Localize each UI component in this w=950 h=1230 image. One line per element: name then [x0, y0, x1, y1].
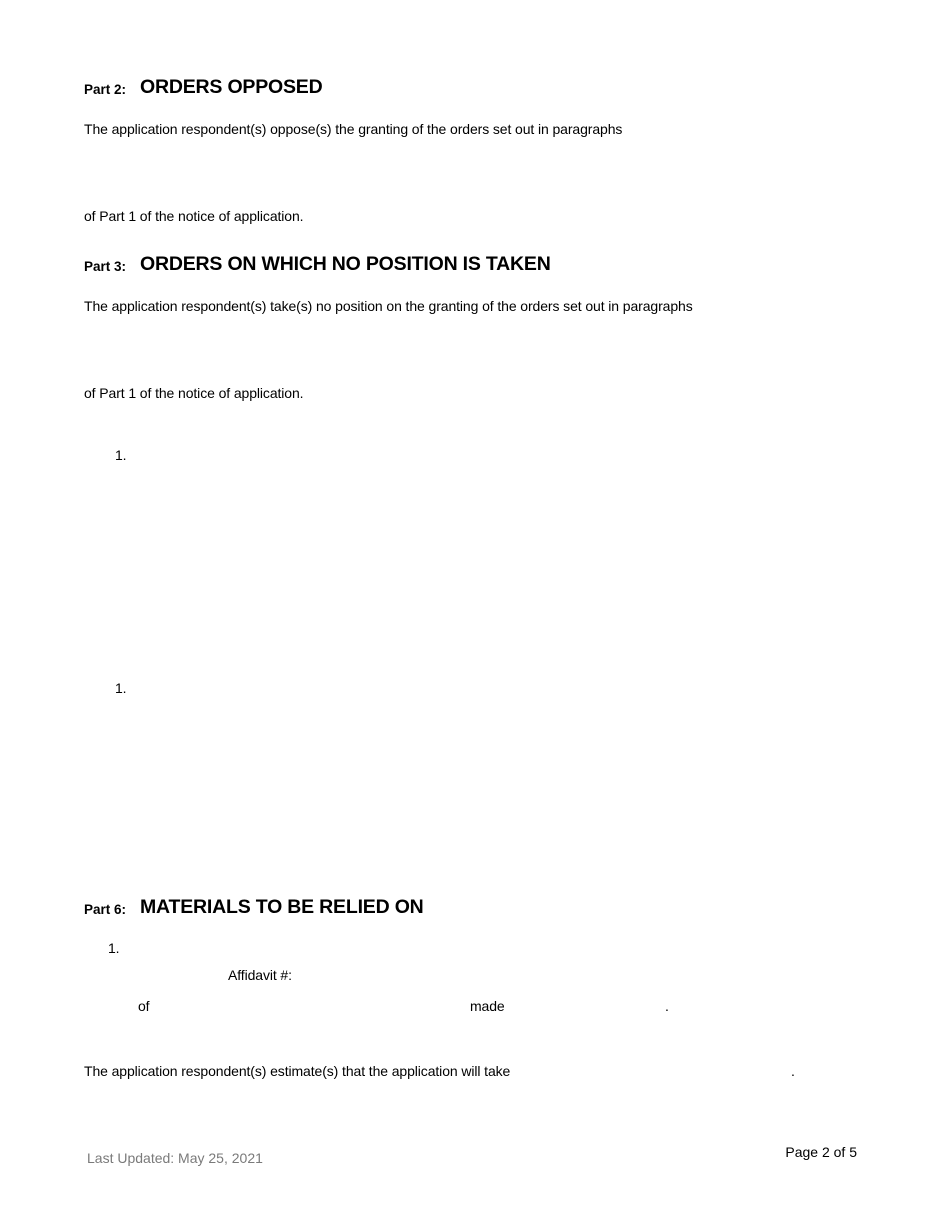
part6-label: Part 6:: [84, 902, 127, 917]
part2-text: The application respondent(s) oppose(s) the granting of the orders set out in paragraphs: [84, 121, 623, 137]
part2-title: ORDERS OPPOSED: [140, 76, 323, 98]
affidavit-made-label: made: [470, 998, 505, 1014]
part6-title: MATERIALS TO BE RELIED ON: [140, 896, 424, 918]
affidavit-number-label: Affidavit #:: [228, 967, 292, 983]
part3-title: ORDERS ON WHICH NO POSITION IS TAKEN: [140, 253, 551, 275]
last-updated: Last Updated: May 25, 2021: [87, 1150, 263, 1166]
part2-label: Part 2:: [84, 82, 127, 97]
estimate-end-period: .: [791, 1063, 795, 1079]
estimate-text: The application respondent(s) estimate(s) that the application will take: [84, 1063, 511, 1079]
part3-text: The application respondent(s) take(s) no position on the granting of the orders set out in paragraphs: [84, 298, 693, 314]
list-item-number: 1.: [115, 447, 127, 463]
page-number: Page 2 of 5: [785, 1144, 857, 1160]
part2-suffix: of Part 1 of the notice of application.: [84, 208, 304, 224]
part3-label: Part 3:: [84, 259, 127, 274]
affidavit-of-label: of: [138, 998, 150, 1014]
materials-item-number: 1.: [108, 940, 120, 956]
affidavit-end-period: .: [665, 998, 669, 1014]
part3-suffix: of Part 1 of the notice of application.: [84, 385, 304, 401]
list-item-number: 1.: [115, 680, 127, 696]
